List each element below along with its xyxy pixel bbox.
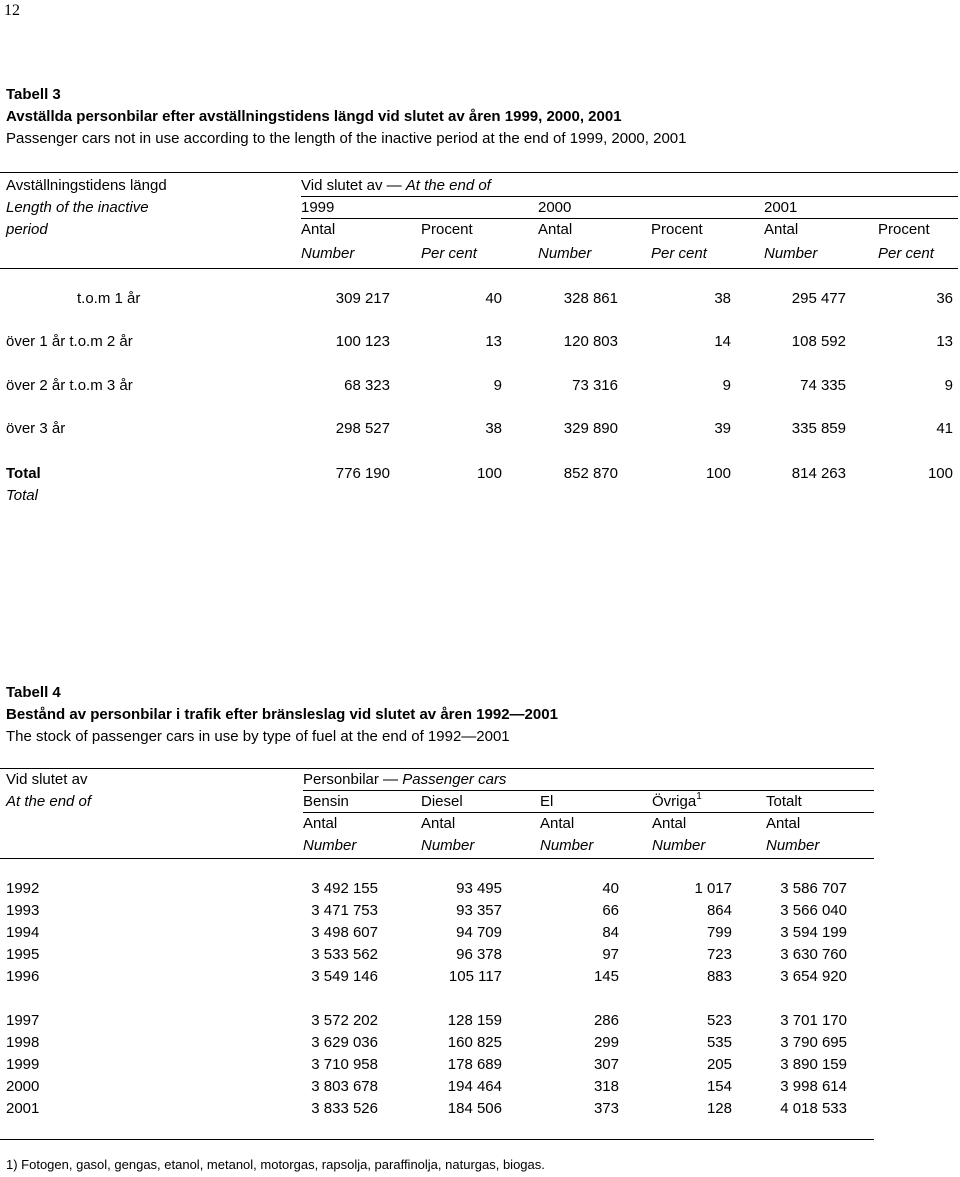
page-number: 12 [4, 2, 20, 19]
col-head-pct: Procent [421, 221, 473, 238]
cell-count-2001: 108 592 [791, 333, 846, 350]
cell-bensin: 3 803 678 [311, 1078, 378, 1095]
cell-el: 84 [602, 924, 619, 941]
table-4-title-en: The stock of passenger cars in use by type of fuel at the end of 1992—2001 [6, 728, 510, 745]
cell-bensin: 3 498 607 [311, 924, 378, 941]
footnote-ref: 1 [696, 791, 702, 802]
fuel-head-bensin: Bensin [303, 793, 349, 810]
group-head-sv: Vid slutet av — [301, 177, 402, 194]
total-count-1999: 776 190 [335, 465, 390, 482]
cell-pct-2000: 38 [714, 290, 731, 307]
cell-bensin: 3 629 036 [311, 1034, 378, 1051]
cell-count-1999: 309 217 [335, 290, 390, 307]
row-year: 1995 [6, 946, 40, 963]
col-head-count-en: Number [301, 245, 355, 262]
cell-count-2001: 74 335 [800, 377, 846, 394]
cell-el: 307 [593, 1056, 619, 1073]
header-bottom-rule [0, 268, 958, 269]
table-3-title-en: Passenger cars not in use according to the length of the inactive period at the end of 1999, 2000, 2001 [6, 130, 687, 147]
cell-pct-2000: 9 [722, 377, 731, 394]
cell-ovriga: 1 017 [694, 880, 732, 897]
row-year: 2000 [6, 1078, 40, 1095]
unit-head-sv: Antal [540, 815, 575, 832]
table-4-bottom-rule [0, 1139, 874, 1140]
cell-totalt: 4 018 533 [780, 1100, 847, 1117]
cell-bensin: 3 471 753 [311, 902, 378, 919]
row-label: t.o.m 1 år [77, 290, 141, 307]
total-pct-1999: 100 [476, 465, 502, 482]
col-head-count: Antal [538, 221, 573, 238]
row-label: över 3 år [6, 420, 66, 437]
cell-el: 97 [602, 946, 619, 963]
col-head-pct-en: Per cent [421, 245, 477, 262]
cell-diesel: 93 495 [456, 880, 502, 897]
year-head-2000: 2000 [538, 199, 572, 216]
cell-bensin: 3 492 155 [311, 880, 378, 897]
cell-diesel: 178 689 [447, 1056, 502, 1073]
table-4-top-rule [0, 768, 874, 769]
table-4-header-rule [0, 858, 874, 859]
row-year: 1999 [6, 1056, 40, 1073]
fuel-head-ovriga [652, 793, 702, 811]
cell-diesel: 96 378 [456, 946, 502, 963]
cell-diesel: 105 117 [448, 968, 502, 985]
total-label-sv: Total [6, 465, 41, 482]
cell-count-2001: 295 477 [791, 290, 846, 307]
cell-pct-2001: 13 [936, 333, 953, 350]
group-head-sv: Personbilar — [303, 771, 399, 788]
cell-pct-2000: 39 [714, 420, 731, 437]
unit-head-sv: Antal [652, 815, 687, 832]
cell-pct-2001: 36 [936, 290, 953, 307]
row-year: 1992 [6, 880, 40, 897]
unit-head-sv: Antal [303, 815, 338, 832]
cell-pct-1999: 38 [485, 420, 502, 437]
col-head-count: Antal [764, 221, 799, 238]
col-head-pct-en: Per cent [878, 245, 934, 262]
year-head-1999: 1999 [301, 199, 335, 216]
cell-el: 66 [602, 902, 619, 919]
cell-pct-1999: 9 [493, 377, 502, 394]
cell-diesel: 94 709 [456, 924, 502, 941]
fuel-head-diesel: Diesel [421, 793, 463, 810]
fuel-head-ovriga-label: Övriga [652, 793, 697, 810]
cell-ovriga: 128 [706, 1100, 732, 1117]
col-head-count-en: Number [764, 245, 818, 262]
cell-bensin: 3 833 526 [311, 1100, 378, 1117]
cell-totalt: 3 790 695 [780, 1034, 847, 1051]
cell-ovriga: 723 [706, 946, 732, 963]
cell-totalt: 3 630 760 [780, 946, 847, 963]
year-head-rule [301, 218, 958, 219]
cell-totalt: 3 998 614 [780, 1078, 847, 1095]
group-head [301, 177, 491, 195]
cell-count-1999: 100 123 [335, 333, 390, 350]
cell-pct-2001: 41 [936, 420, 953, 437]
unit-head-en: Number [652, 837, 706, 854]
cell-count-2000: 328 861 [563, 290, 618, 307]
total-count-2000: 852 870 [563, 465, 618, 482]
row-year: 1997 [6, 1012, 40, 1029]
cell-ovriga: 883 [706, 968, 732, 985]
col-head-pct: Procent [651, 221, 703, 238]
cell-pct-2001: 9 [944, 377, 953, 394]
stub-head-en: Length of the inactive [6, 199, 149, 216]
cell-totalt: 3 594 199 [780, 924, 847, 941]
col-head-count-en: Number [538, 245, 592, 262]
table-3-top-rule [0, 172, 958, 173]
cell-el: 286 [593, 1012, 619, 1029]
row-year: 2001 [6, 1100, 40, 1117]
cell-diesel: 93 357 [456, 902, 502, 919]
col-head-count: Antal [301, 221, 336, 238]
table-4-label: Tabell 4 [6, 684, 61, 701]
col-head-pct: Procent [878, 221, 930, 238]
cell-bensin: 3 549 146 [311, 968, 378, 985]
unit-head-en: Number [303, 837, 357, 854]
cell-totalt: 3 890 159 [780, 1056, 847, 1073]
col-head-pct-en: Per cent [651, 245, 707, 262]
cell-ovriga: 535 [706, 1034, 732, 1051]
cell-el: 40 [602, 880, 619, 897]
cell-ovriga: 799 [706, 924, 732, 941]
row-label: över 1 år t.o.m 2 år [6, 333, 133, 350]
cell-diesel: 184 506 [447, 1100, 502, 1117]
total-count-2001: 814 263 [791, 465, 846, 482]
cell-count-2000: 329 890 [563, 420, 618, 437]
cell-count-1999: 68 323 [344, 377, 390, 394]
cell-pct-1999: 13 [485, 333, 502, 350]
fuel-head-el: El [540, 793, 554, 810]
stub-head-sv: Vid slutet av [6, 771, 88, 788]
cell-totalt: 3 566 040 [780, 902, 847, 919]
total-pct-2001: 100 [927, 465, 953, 482]
cell-diesel: 160 825 [447, 1034, 502, 1051]
stub-head-en-2: period [6, 221, 48, 238]
cell-el: 373 [593, 1100, 619, 1117]
unit-head-en: Number [766, 837, 820, 854]
group-head [303, 771, 506, 789]
unit-head-en: Number [540, 837, 594, 854]
table-4-title-sv: Bestånd av personbilar i trafik efter bränsleslag vid slutet av åren 1992—2001 [6, 706, 558, 723]
year-head-2001: 2001 [764, 199, 798, 216]
group-head-rule [301, 196, 958, 197]
stub-head-en: At the end of [6, 793, 92, 810]
cell-count-2001: 335 859 [791, 420, 846, 437]
group-head-en: Passenger cars [402, 771, 507, 788]
row-year: 1993 [6, 902, 40, 919]
stub-head-sv: Avställningstidens längd [6, 177, 167, 194]
cell-count-2000: 73 316 [572, 377, 618, 394]
cell-ovriga: 154 [706, 1078, 732, 1095]
cell-ovriga: 864 [706, 902, 732, 919]
cell-diesel: 194 464 [447, 1078, 502, 1095]
group-head-rule [303, 790, 874, 791]
row-year: 1994 [6, 924, 40, 941]
cell-count-2000: 120 803 [563, 333, 618, 350]
cell-el: 299 [593, 1034, 619, 1051]
table-3-title-sv: Avställda personbilar efter avställningstidens längd vid slutet av åren 1999, 2000, 2001 [6, 108, 622, 125]
fuel-head-rule [303, 812, 874, 813]
cell-diesel: 128 159 [447, 1012, 502, 1029]
group-head-en: At the end of [405, 177, 491, 194]
cell-bensin: 3 533 562 [311, 946, 378, 963]
fuel-head-totalt: Totalt [766, 793, 802, 810]
total-pct-2000: 100 [705, 465, 731, 482]
unit-head-sv: Antal [766, 815, 801, 832]
cell-bensin: 3 710 958 [311, 1056, 378, 1073]
cell-bensin: 3 572 202 [311, 1012, 378, 1029]
row-label: över 2 år t.o.m 3 år [6, 377, 133, 394]
cell-totalt: 3 586 707 [780, 880, 847, 897]
cell-totalt: 3 654 920 [780, 968, 847, 985]
unit-head-en: Number [421, 837, 475, 854]
row-year: 1996 [6, 968, 40, 985]
table-3-label: Tabell 3 [6, 86, 61, 103]
row-year: 1998 [6, 1034, 40, 1051]
unit-head-sv: Antal [421, 815, 456, 832]
cell-totalt: 3 701 170 [780, 1012, 847, 1029]
footnote: 1) Fotogen, gasol, gengas, etanol, metanol, motorgas, rapsolja, paraffinolja, naturgas, biogas. [6, 1157, 545, 1172]
cell-count-1999: 298 527 [335, 420, 390, 437]
cell-el: 318 [593, 1078, 619, 1095]
cell-el: 145 [593, 968, 619, 985]
cell-ovriga: 523 [706, 1012, 732, 1029]
cell-pct-2000: 14 [714, 333, 731, 350]
cell-ovriga: 205 [706, 1056, 732, 1073]
total-label-en: Total [6, 487, 38, 504]
cell-pct-1999: 40 [485, 290, 502, 307]
